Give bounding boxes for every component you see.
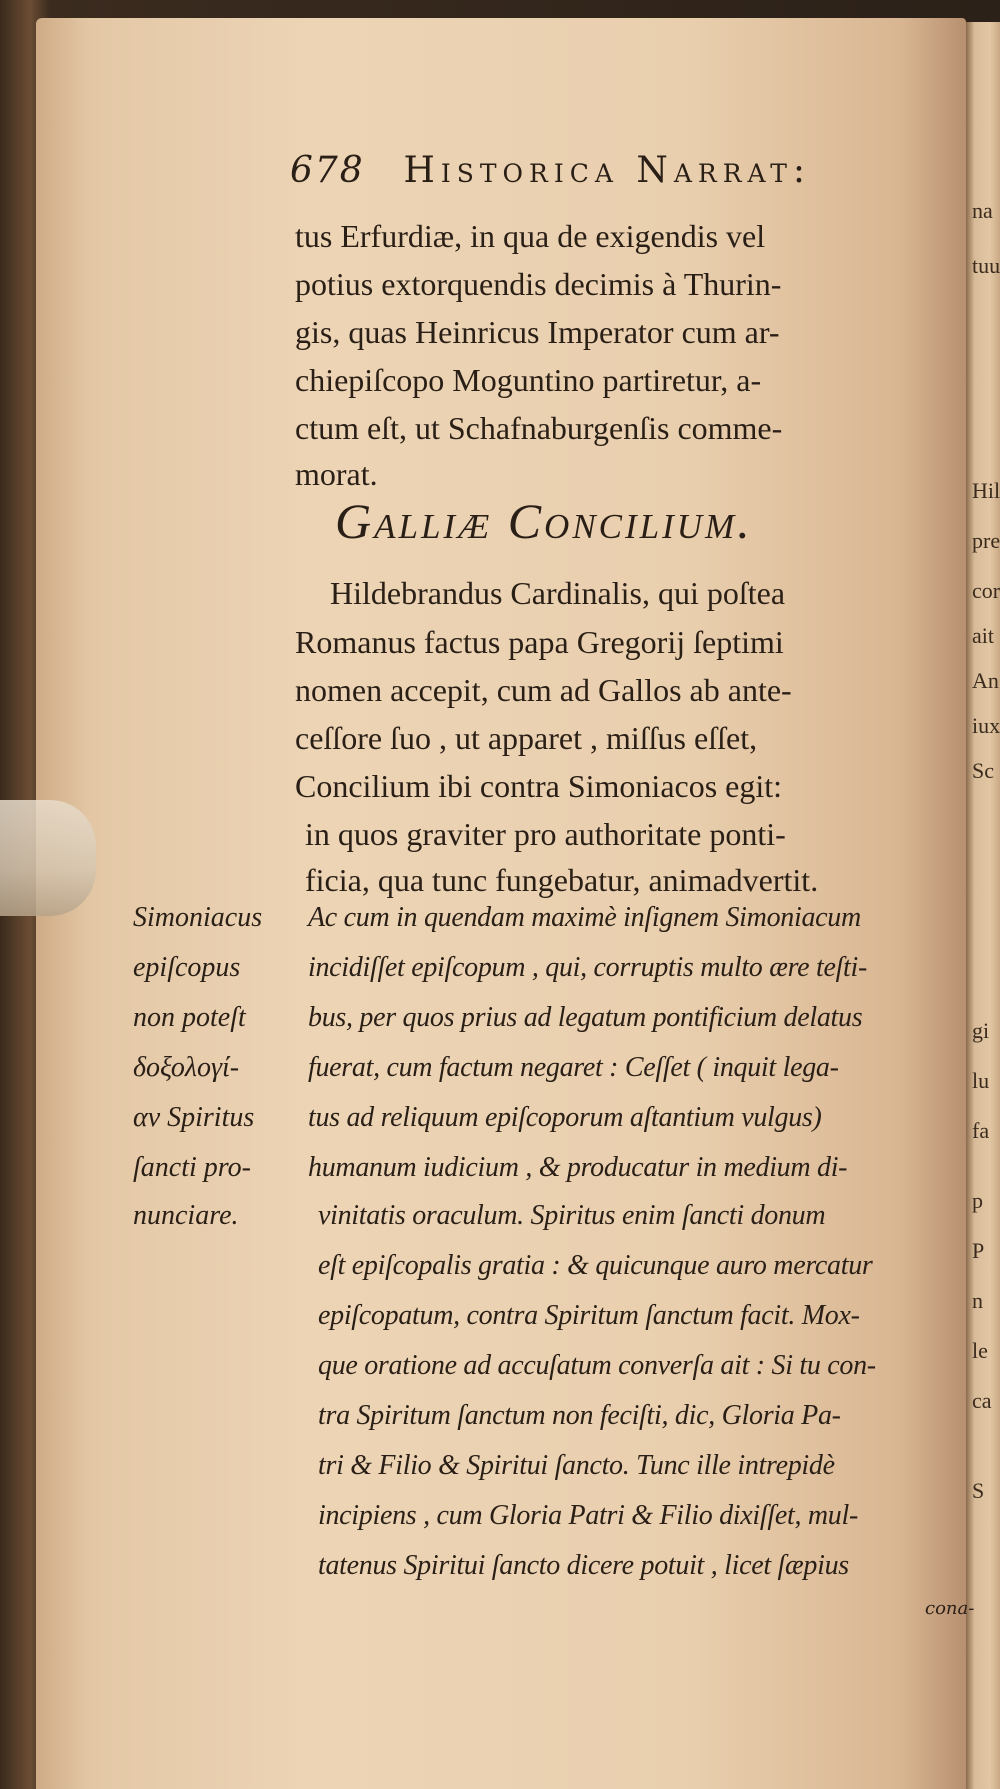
- margin-note-line: ſancti pro-: [133, 1152, 251, 1183]
- facing-fragment: lu: [972, 1068, 990, 1093]
- text-line: morat.: [295, 456, 378, 492]
- paragraph-line: in quos graviter pro authoritate ponti-: [305, 816, 786, 852]
- running-title: Historica Narrat:: [403, 150, 812, 191]
- italic-line: eſt epiſcopalis gratia : & quicunque auro mercatur: [318, 1250, 873, 1281]
- catchword: cona-: [925, 1598, 975, 1619]
- page-number: 678: [290, 150, 365, 191]
- text-line: potius extorquendis decimis à Thurin-: [295, 266, 782, 302]
- facing-fragment: tuu: [972, 253, 1000, 278]
- section-heading: Galliæ Concilium.: [335, 493, 753, 549]
- facing-fragment: iux: [972, 713, 1000, 738]
- paragraph-line: Hildebrandus Cardinalis, qui poſtea: [330, 575, 786, 611]
- facing-fragment: gi: [972, 1018, 990, 1043]
- italic-line: vinitatis oraculum. Spiritus enim ſancti donum: [318, 1200, 826, 1231]
- facing-fragment: Hil: [972, 478, 1000, 503]
- facing-fragment: pre: [972, 528, 1000, 553]
- paragraph-line: ficia, qua tunc fungebatur, animadvertit.: [305, 862, 819, 898]
- italic-line: Ac cum in quendam maximè inſignem Simoniacum: [308, 902, 861, 933]
- italic-line: fuerat, cum factum negaret : Ceſſet ( inquit lega-: [308, 1052, 839, 1083]
- margin-note-line: nunciare.: [133, 1200, 239, 1231]
- italic-line: epiſcopatum, contra Spiritum ſanctum facit. Mox-: [318, 1300, 860, 1331]
- facing-fragment: n: [972, 1288, 983, 1313]
- text-line: gis, quas Heinricus Imperator cum ar-: [295, 314, 780, 350]
- margin-note-line: non poteſt: [133, 1002, 246, 1033]
- facing-fragment: An: [972, 668, 999, 693]
- paragraph-line: nomen accepit, cum ad Gallos ab ante-: [295, 672, 792, 708]
- facing-fragment: Sc: [972, 758, 994, 783]
- italic-line: incipiens , cum Gloria Patri & Filio dixiſſet, mul-: [318, 1500, 858, 1531]
- text-line: ctum eſt, ut Schafnaburgenſis comme-: [295, 410, 783, 446]
- margin-note-line: Simoniacus: [133, 902, 263, 933]
- facing-fragment: le: [972, 1338, 988, 1363]
- facing-fragment: ca: [972, 1388, 992, 1413]
- facing-fragment: P: [972, 1238, 985, 1263]
- facing-fragment: S: [972, 1478, 985, 1503]
- text-line: tus Erfurdiæ, in qua de exigendis vel: [295, 218, 766, 254]
- facing-fragment: na: [972, 198, 993, 223]
- margin-note-line: δοξολογί-: [133, 1052, 240, 1083]
- facing-fragment: p: [972, 1188, 983, 1213]
- italic-line: tra Spiritum ſanctum non feciſti, dic, Gloria Pa-: [318, 1400, 841, 1431]
- italic-line: tus ad reliquum epiſcoporum aſtantium vulgus): [308, 1102, 822, 1133]
- italic-line: bus, per quos prius ad legatum pontificium delatus: [308, 1002, 863, 1033]
- italic-line: tatenus Spiritui ſancto dicere potuit , licet ſæpius: [318, 1550, 849, 1581]
- facing-fragment: ait: [972, 623, 994, 648]
- italic-line: incidiſſet epiſcopum , qui, corruptis multo ære teſti-: [308, 952, 868, 983]
- paragraph-line: Romanus factus papa Gregorij ſeptimi: [295, 624, 784, 660]
- margin-note-line: αν Spiritus: [133, 1102, 255, 1133]
- paragraph-line: ceſſore ſuo , ut apparet , miſſus eſſet,: [295, 720, 758, 756]
- running-head: [290, 150, 1000, 191]
- italic-line: que oratione ad accuſatum converſa ait : Si tu con-: [318, 1350, 876, 1381]
- paragraph-line: Concilium ibi contra Simoniacos egit:: [295, 768, 783, 804]
- page-clip: [0, 800, 96, 916]
- margin-note-line: epiſcopus: [133, 952, 241, 983]
- italic-line: tri & Filio & Spiritui ſancto. Tunc ille intrepidè: [318, 1450, 835, 1481]
- facing-fragment: fa: [972, 1118, 990, 1143]
- facing-page-edge: [966, 22, 1000, 1789]
- facing-fragment: cor: [972, 578, 1000, 603]
- text-line: chiepiſcopo Moguntino partiretur, a-: [295, 362, 762, 398]
- italic-line: humanum iudicium , & producatur in medium di-: [308, 1152, 848, 1183]
